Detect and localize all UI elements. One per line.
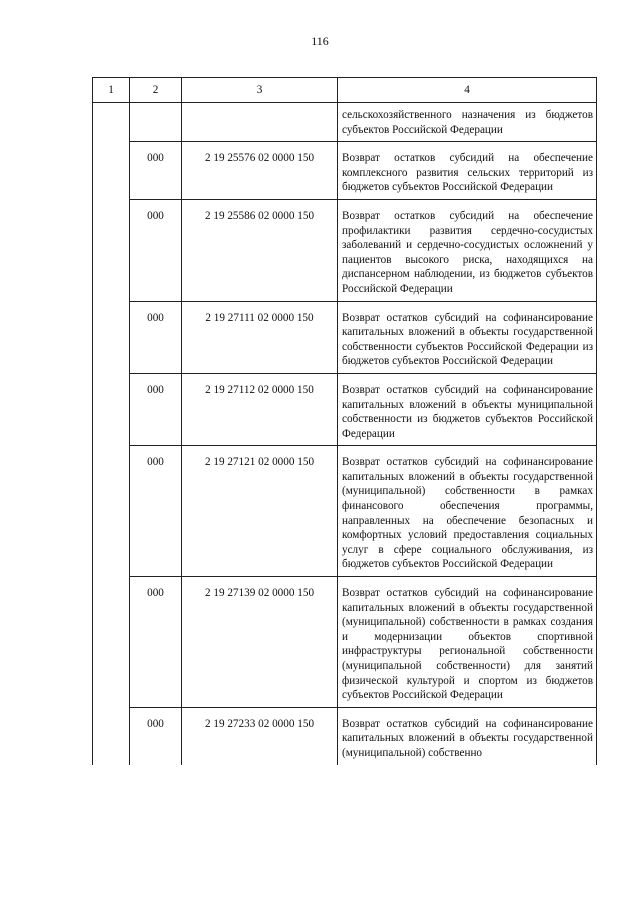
admin-code-cell: 000 bbox=[130, 373, 182, 445]
column-header-1: 1 bbox=[93, 78, 130, 103]
empty-cell bbox=[182, 103, 338, 142]
admin-code-cell: 000 bbox=[130, 446, 182, 577]
empty-cell bbox=[93, 103, 130, 142]
description-cell: Возврат остатков субсидий на софинансирование капитальных вложений в объекты государственной (муниципальной) собственности в рамках создания и модернизации объектов спортивной инфраструктуры региональной собственности (муниципальной собственности) для занятий физической культурой и спортом из бюджетов субъектов Российской Федерации bbox=[338, 577, 597, 708]
description-cell: сельскохозяйственного назначения из бюджетов субъектов Российской Федерации bbox=[338, 103, 597, 142]
admin-code-cell: 000 bbox=[130, 577, 182, 708]
budget-code-cell: 2 19 25576 02 0000 150 bbox=[182, 142, 338, 200]
page-number: 116 bbox=[311, 34, 329, 48]
description-cell: Возврат остатков субсидий на софинансирование капитальных вложений в объекты государственной собственности субъектов Российской Федерации из бюджетов субъектов Российской Федерации bbox=[338, 301, 597, 373]
admin-code-cell: 000 bbox=[130, 199, 182, 301]
empty-cell bbox=[130, 103, 182, 142]
budget-code-cell: 2 19 25586 02 0000 150 bbox=[182, 199, 338, 301]
empty-cell bbox=[93, 301, 130, 373]
empty-cell bbox=[93, 707, 130, 764]
column-header-2: 2 bbox=[130, 78, 182, 103]
budget-code-cell: 2 19 27111 02 0000 150 bbox=[182, 301, 338, 373]
empty-cell bbox=[93, 577, 130, 708]
admin-code-cell: 000 bbox=[130, 142, 182, 200]
table-row bbox=[93, 301, 597, 373]
table-row bbox=[93, 199, 597, 301]
budget-classification-table bbox=[92, 77, 597, 765]
description-cell: Возврат остатков субсидий на обеспечение профилактики развития сердечно-сосудистых заболеваний и сердечно-сосудистых осложнений у пациентов высокого риска, находящихся на диспансерном наблюдении, из бюджетов субъектов Российской Федерации bbox=[338, 199, 597, 301]
budget-code-cell: 2 19 27139 02 0000 150 bbox=[182, 577, 338, 708]
description-cell: Возврат остатков субсидий на софинансирование капитальных вложений в объекты государственной (муниципальной) собственно bbox=[338, 707, 597, 764]
table-row bbox=[93, 142, 597, 200]
empty-cell bbox=[93, 373, 130, 445]
empty-cell bbox=[93, 142, 130, 200]
table-row bbox=[93, 577, 597, 708]
admin-code-cell: 000 bbox=[130, 707, 182, 764]
table-header-row bbox=[93, 78, 597, 103]
description-cell: Возврат остатков субсидий на софинансирование капитальных вложений в объекты муниципальной собственности из бюджетов субъектов Российской Федерации bbox=[338, 373, 597, 445]
table-row bbox=[93, 446, 597, 577]
empty-cell bbox=[93, 199, 130, 301]
table-row bbox=[93, 707, 597, 764]
budget-code-cell: 2 19 27112 02 0000 150 bbox=[182, 373, 338, 445]
description-cell: Возврат остатков субсидий на софинансирование капитальных вложений в объекты государственной (муниципальной) собственности в рамках финансового обеспечения программы, направленных на обеспечение безопасных и комфортных условий предоставления социальных услуг в сфере социального обслуживания, из бюджетов субъектов Российской Федерации bbox=[338, 446, 597, 577]
table-row-continuation bbox=[93, 103, 597, 142]
column-header-4: 4 bbox=[338, 78, 597, 103]
column-header-3: 3 bbox=[182, 78, 338, 103]
admin-code-cell: 000 bbox=[130, 301, 182, 373]
budget-code-cell: 2 19 27233 02 0000 150 bbox=[182, 707, 338, 764]
empty-cell bbox=[93, 446, 130, 577]
table-row bbox=[93, 373, 597, 445]
budget-code-cell: 2 19 27121 02 0000 150 bbox=[182, 446, 338, 577]
description-cell: Возврат остатков субсидий на обеспечение комплексного развития сельских территорий из бюджетов субъектов Российской Федерации bbox=[338, 142, 597, 200]
